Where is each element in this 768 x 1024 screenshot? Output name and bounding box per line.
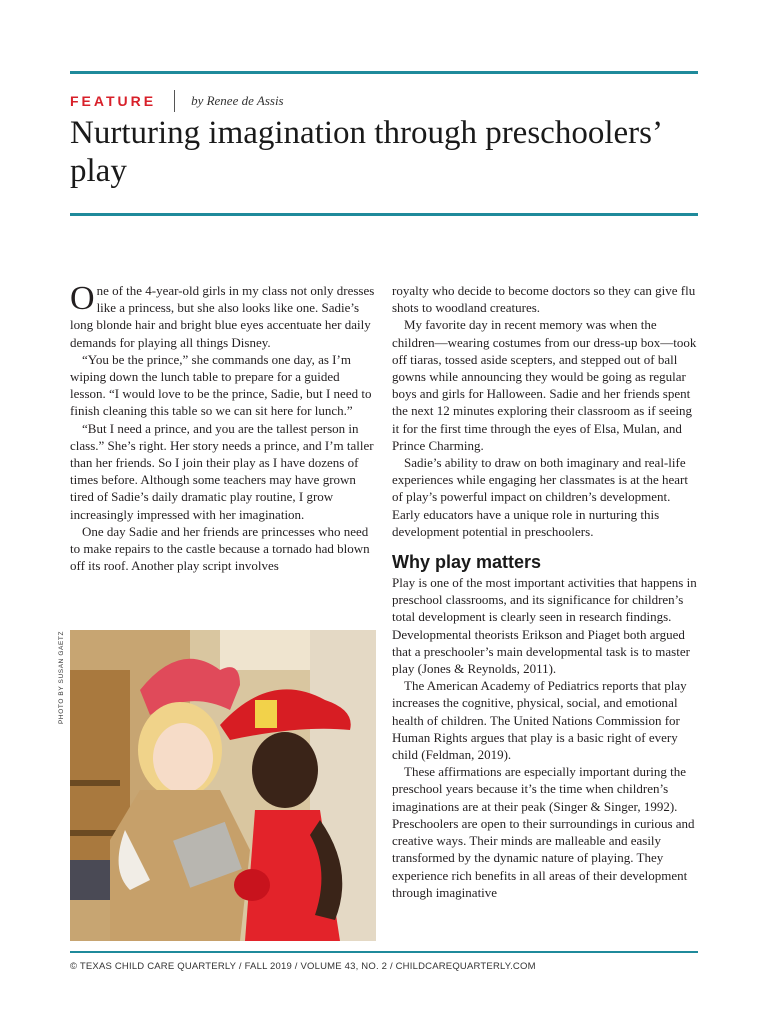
left-column (70, 282, 376, 574)
paragraph: These affirmations are especially important during the preschool years because it’s the time when children’s imaginations are at their peak (Singer & Singer, 1992). Preschoolers are open to their surroundings in curious and creative ways. Their minds are malleable and easily transformed by the dynamic nature of playing. They experience rich benefits in all areas of their development through imaginative (392, 764, 695, 900)
paragraph: One of the 4-year-old girls in my class not only dresses like a princess, but she also looks like one. Sadie’s long blonde hair and bright blue eyes accentuate her daily demands for playing all things Disney. (70, 280, 375, 350)
article-title: Nurturing imagination through preschoolers’ play (70, 115, 661, 189)
byline: by Renee de Assis (191, 93, 284, 108)
kicker (70, 90, 284, 112)
paragraph: Play is one of the most important activities that happens in preschool classrooms, and its significance for children’s total development is clearly seen in research findings. Developmental theorists Erikson and Piaget both argued that a preschooler’s main developmental task is to master play (Jones & Reynolds, 2011). (392, 575, 697, 677)
section-label: FEATURE (70, 93, 157, 109)
paragraph: royalty who decide to become doctors so they can give flu shots to woodland creatures. (392, 283, 696, 316)
paragraph: “But I need a prince, and you are the tallest person in class.” She’s right. Her story needs a prince, and I’m taller than her friends. So I join their play as I have dozens of times before. Although some teachers may have grown tired of Sadie’s daily dramatic play routine, I grow increasingly impressed with her imagination. (70, 420, 374, 522)
photo-illustration (70, 630, 376, 941)
paragraph: Sadie’s ability to draw on both imaginary and real-life experiences while engaging her classmates is at the heart of play’s powerful impact on children’s development. Early educators have a unique role in nurturing this development potential in preschoolers. (392, 455, 688, 539)
right-column (392, 282, 698, 901)
drop-cap: O (70, 280, 95, 317)
paragraph: The American Academy of Pediatrics reports that play increases the cognitive, physical, social, and emotional health of children. The United Nations Commission for Human Rights argues that play is a basic right of every child (Feldman, 2019). (392, 678, 687, 763)
title-rule (70, 213, 698, 216)
paragraph: “You be the prince,” she commands one day, as I’m wiping down the lunch table to prepare for a guided lesson. “I would love to be the prince, Sadie, but I need to finish cleaning this table so we can sit here for lunch.” (70, 351, 372, 419)
page-footer: © TEXAS CHILD CARE QUARTERLY / FALL 2019 / VOLUME 43, NO. 2 / CHILDCAREQUARTERLY.COM (70, 961, 536, 972)
section-heading: Why play matters (392, 552, 542, 573)
footer-rule (70, 951, 698, 953)
article-photo (70, 630, 376, 941)
kicker-divider (174, 90, 175, 112)
paragraph: One day Sadie and her friends are princesses who need to make repairs to the castle because a tornado had blown off its roof. Another play script involves (70, 523, 370, 574)
top-rule (70, 71, 698, 74)
photo-credit: PHOTO BY SUSAN GAETZ (58, 630, 65, 724)
paragraph: My favorite day in recent memory was when the children—wearing costumes from our dress-up box—took off tiaras, tossed aside scepters, and stepped out of ball gowns while announcing they would be going as regular boys and girls for Halloween. Sadie and her friends spent the next 12 minutes exploring their classroom as if seeing it for the first time through the eyes of Elsa, Mulan, and Prince Charming. (392, 317, 697, 453)
